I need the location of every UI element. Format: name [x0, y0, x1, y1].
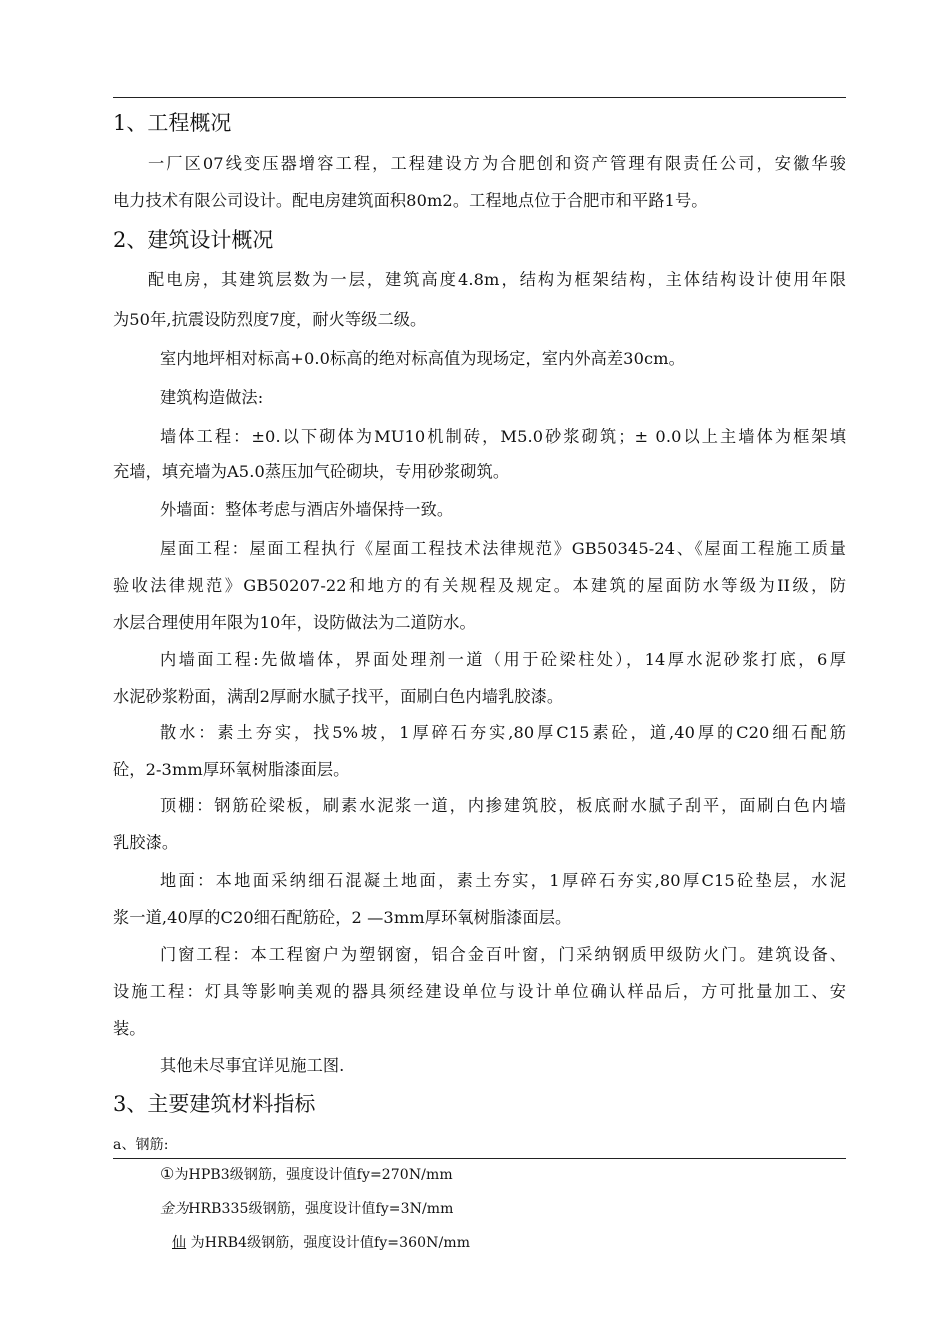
section-2-p11-line-3: 装。 [113, 1019, 146, 1038]
rebar-item-2-marker: 金为 [160, 1201, 189, 1217]
section-2-p1-line-1: 配电房，其建筑层数为一层，建筑高度4.8m，结构为框架结构，主体结构设计使用年限 [148, 270, 846, 289]
section-2-p4-line-1: 墙体工程：±0.以下砌体为MU10机制砖，M5.0砂浆砌筑；± 0.0以上主墙体为框架填 [160, 427, 846, 446]
section-2-p6-line-2: 验收法律规范》GB50207-22和地方的有关规程及规定。本建筑的屋面防水等级为II级，防 [113, 576, 846, 595]
section-2-p8-line-1: 散水：素土夯实，找5%坡，1厚碎石夯实,80厚C15素砼，道,40厚的C20细石配筋 [160, 723, 846, 742]
section-3-heading: 3、主要建筑材料指标 [113, 1092, 316, 1116]
header-rule [113, 97, 846, 98]
section-2-p8-line-2: 砼，2-3mm厚环氧树脂漆面层。 [113, 760, 350, 779]
section-2-p6-line-3: 水层合理使用年限为10年，设防做法为二道防水。 [113, 613, 476, 632]
rebar-item-2-text: HRB335级钢筋，强度设计值fy=3N/mm [188, 1201, 454, 1217]
section-2-p3: 建筑构造做法: [160, 388, 264, 407]
section-2-p1-line-2: 为50年,抗震设防烈度7度，耐火等级二级。 [113, 310, 427, 329]
section-2-p11-line-1: 门窗工程：本工程窗户为塑钢窗，铝合金百叶窗，门采纳钢质甲级防火门。建筑设备、 [160, 945, 846, 964]
section-3-sub-a: a、钢筋: [113, 1137, 169, 1153]
section-3-rule [113, 1158, 846, 1159]
section-2-p7-line-2: 水泥砂浆粉面，满刮2厚耐水腻子找平，面刷白色内墙乳胶漆。 [113, 687, 564, 706]
rebar-item-2 [160, 1196, 454, 1222]
section-2-p12: 其他未尽事宜详见施工图. [160, 1056, 345, 1075]
section-2-p4-line-2: 充墙，填充墙为A5.0蒸压加气砼砌块，专用砂浆砌筑。 [113, 462, 510, 481]
rebar-item-1 [160, 1161, 453, 1188]
rebar-item-1-text: 为HPB3级钢筋，强度设计值fy=270N/mm [174, 1167, 453, 1183]
section-2-p5: 外墙面：整体考虑与酒店外墙保持一致。 [160, 500, 454, 519]
section-1-line-2: 电力技术有限公司设计。配电房建筑面积80m2。工程地点位于合肥市和平路1号。 [113, 191, 708, 210]
section-2-p6-line-1: 屋面工程：屋面工程执行《屋面工程技术法律规范》GB50345-24、《屋面工程施工质量 [160, 539, 846, 558]
rebar-item-3-text: 为HRB4级钢筋，强度设计值fy=360N/mm [186, 1235, 471, 1251]
section-2-heading: 2、建筑设计概况 [113, 228, 274, 252]
section-2-p10-line-1: 地面：本地面采纳细石混凝土地面，素土夯实，1厚碎石夯实,80厚C15砼垫层，水泥 [160, 871, 846, 890]
section-2-p7-line-1: 内墙面工程:先做墙体，界面处理剂一道（用于砼梁柱处），14厚水泥砂浆打底，6厚 [160, 650, 846, 669]
rebar-item-1-marker: ① [160, 1164, 175, 1183]
section-1-heading: 1、工程概况 [113, 111, 232, 135]
section-2-p2: 室内地坪相对标高+0.0标高的绝对标高值为现场定，室内外高差30cm。 [160, 349, 685, 368]
rebar-item-3-marker: 仙 [172, 1235, 187, 1251]
section-2-p9-line-2: 乳胶漆。 [113, 833, 179, 852]
section-1-line-1: 一厂区07线变压器增容工程，工程建设方为合肥创和资产管理有限责任公司，安徽华骏 [148, 154, 846, 173]
section-2-p9-line-1: 顶棚：钢筋砼梁板，刷素水泥浆一道，内掺建筑胶，板底耐水腻子刮平，面刷白色内墙 [160, 796, 846, 815]
section-2-p10-line-2: 浆一道,40厚的C20细石配筋砼，2 —3mm厚环氧树脂漆面层。 [113, 908, 572, 927]
rebar-item-3 [172, 1230, 470, 1256]
section-2-p11-line-2: 设施工程：灯具等影响美观的器具须经建设单位与设计单位确认样品后，方可批量加工、安 [113, 982, 846, 1001]
